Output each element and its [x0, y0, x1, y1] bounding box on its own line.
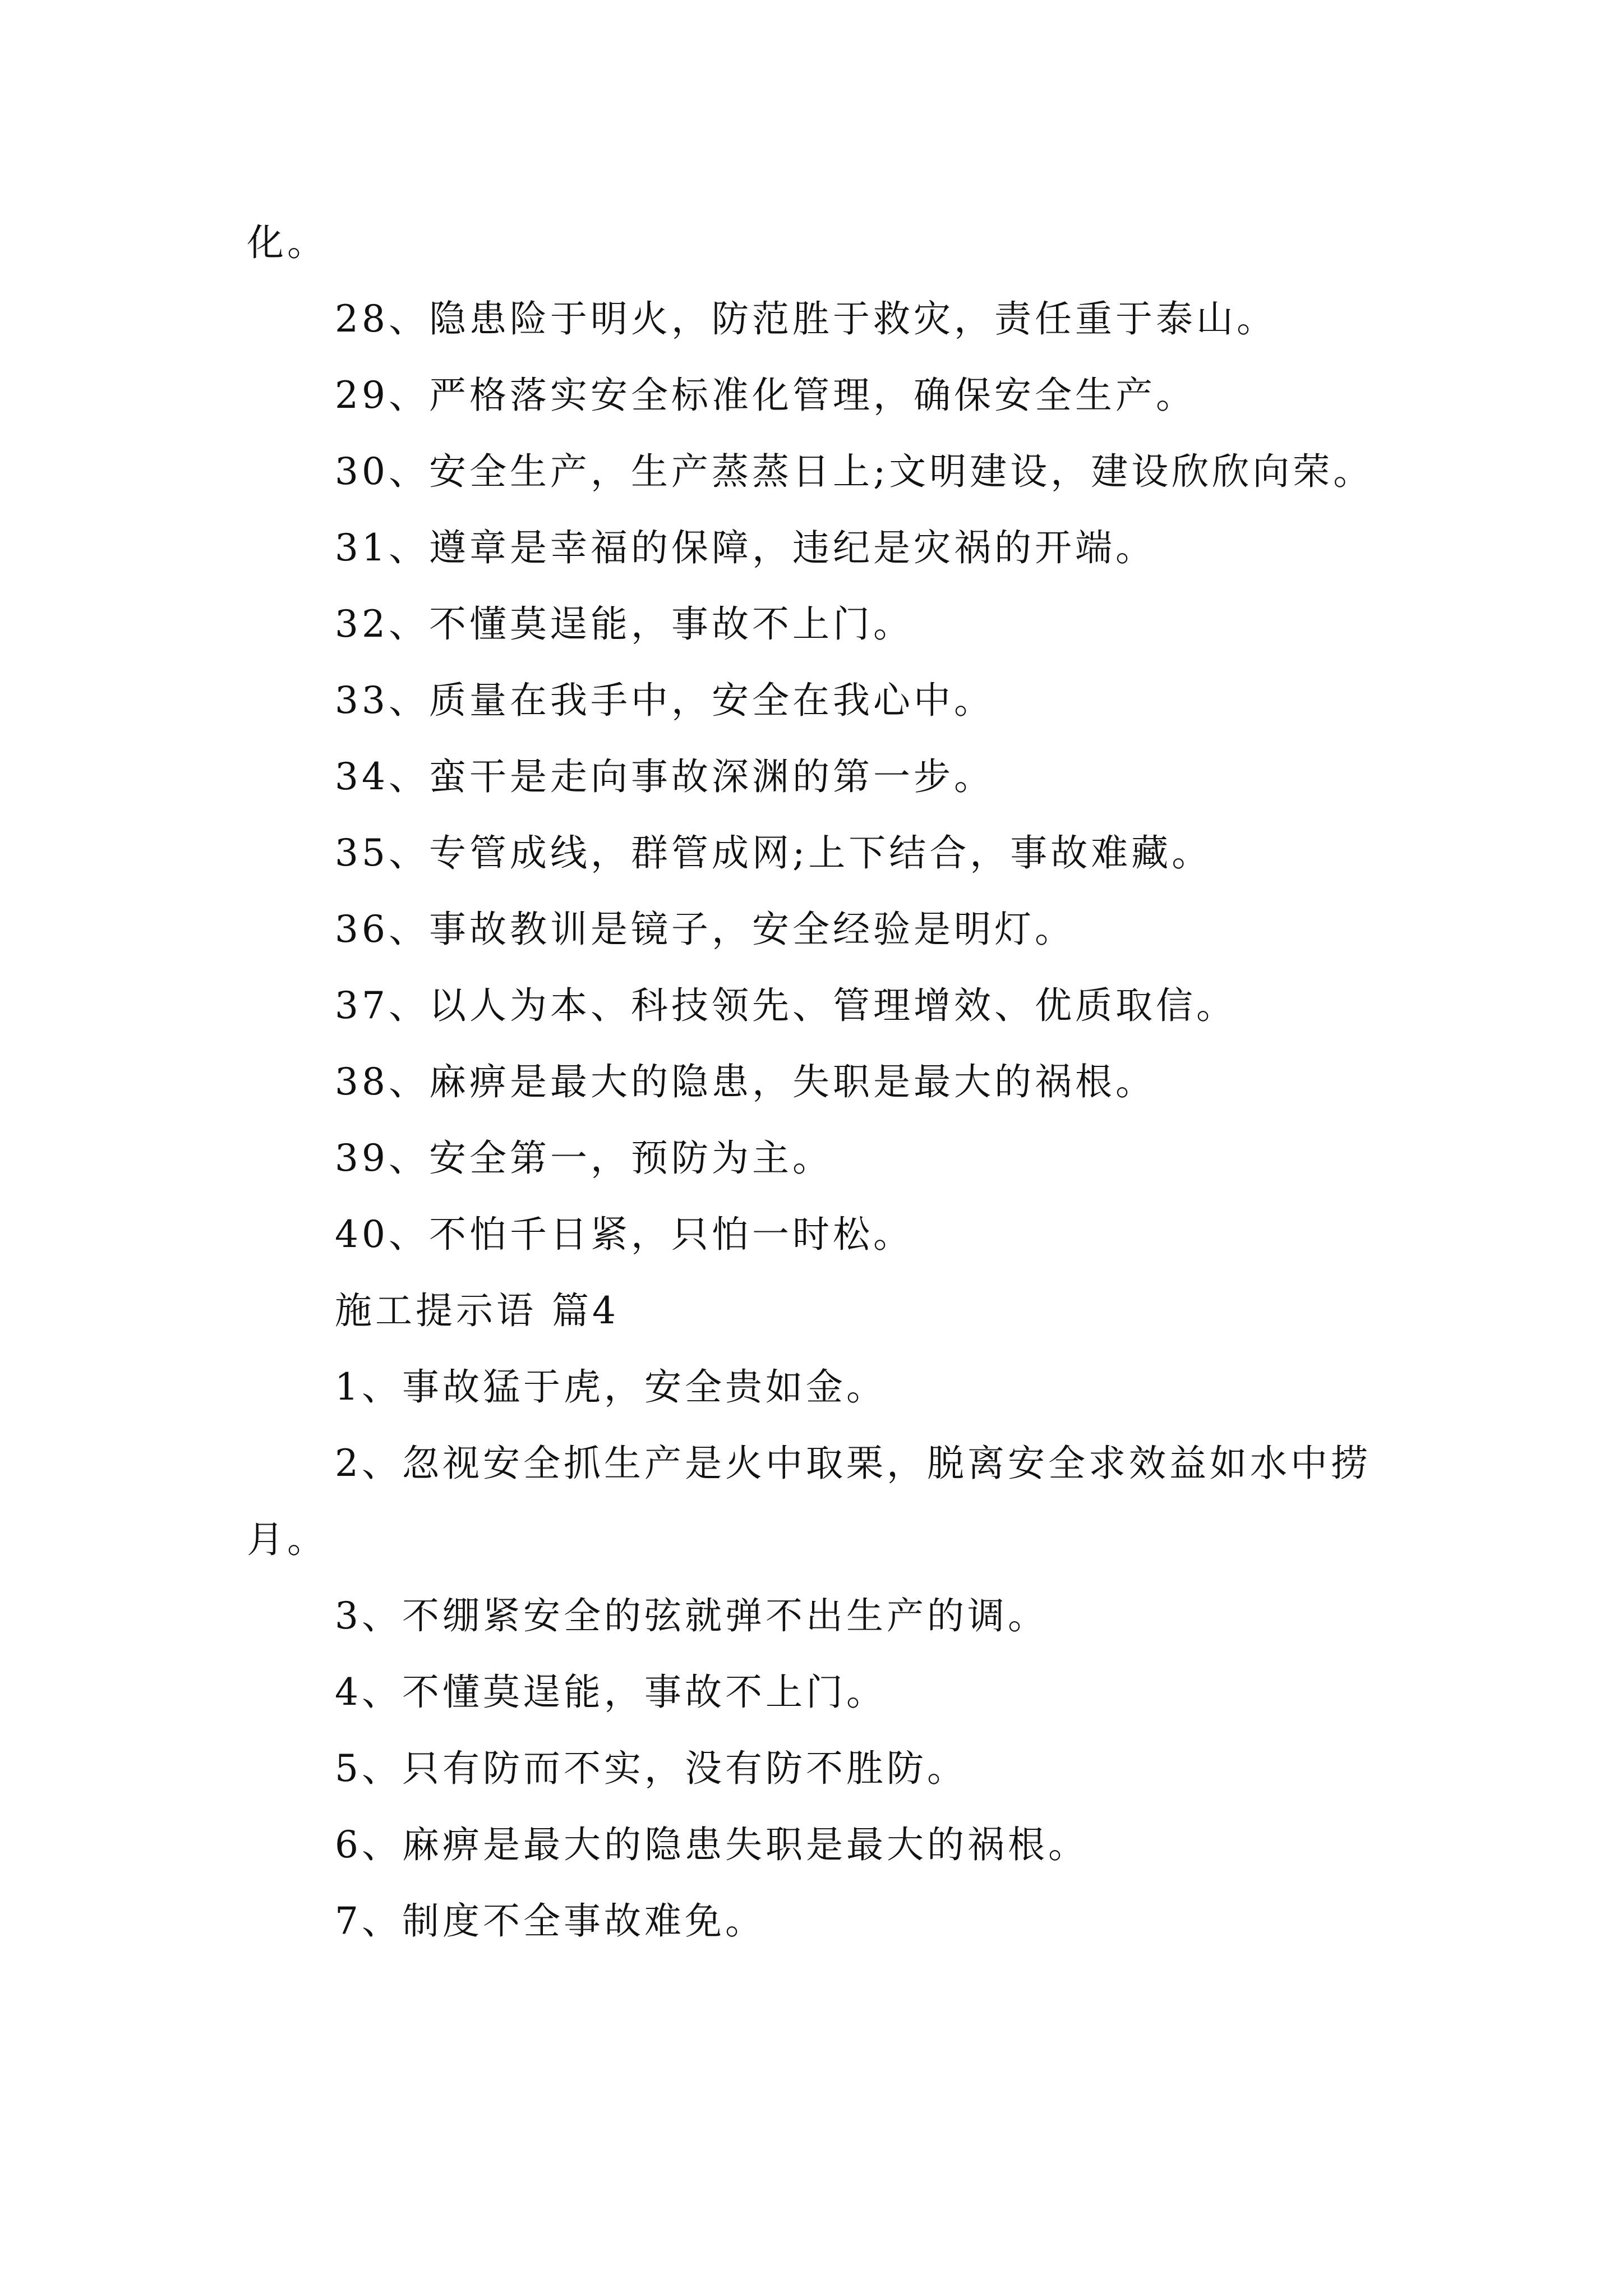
paragraph: 28、隐患险于明火，防范胜于救灾，责任重于泰山。: [335, 297, 1277, 341]
paragraph: 6、麻痹是最大的隐患失职是最大的祸根。: [335, 1823, 1089, 1866]
section-heading: 施工提示语 篇4: [335, 1289, 619, 1332]
paragraph: 7、制度不全事故难免。: [335, 1899, 766, 1943]
paragraph: 2、忽视安全抓生产是火中取栗，脱离安全求效益如水中捞月。: [247, 1442, 1371, 1561]
document-body: [247, 205, 1382, 1959]
paragraph: 38、麻痹是最大的隐患，失职是最大的祸根。: [335, 1060, 1156, 1103]
paragraph: 36、事故教训是镜子，安全经验是明灯。: [335, 908, 1075, 951]
paragraph: 40、不怕千日紧，只怕一时松。: [335, 1213, 914, 1256]
paragraph: 3、不绷紧安全的弦就弹不出生产的调。: [335, 1594, 1048, 1637]
paragraph: 5、只有防而不实，没有防不胜防。: [335, 1747, 967, 1790]
paragraph: 34、蛮干是走向事故深渊的第一步。: [335, 755, 994, 798]
paragraph: 31、遵章是幸福的保障，违纪是灾祸的开端。: [335, 526, 1156, 569]
paragraph: 4、不懂莫逞能，事故不上门。: [335, 1671, 887, 1714]
paragraph: 29、严格落实安全标准化管理，确保安全生产。: [335, 374, 1196, 417]
paragraph: 39、安全第一，预防为主。: [335, 1137, 833, 1180]
paragraph: 1、事故猛于虎，安全贵如金。: [335, 1365, 887, 1409]
paragraph: 化。: [247, 221, 328, 264]
paragraph: 35、专管成线，群管成网;上下结合，事故难藏。: [335, 831, 1212, 875]
paragraph: 30、安全生产，生产蒸蒸日上;文明建设，建设欣欣向荣。: [335, 450, 1374, 493]
paragraph: 33、质量在我手中，安全在我心中。: [335, 679, 994, 722]
paragraph: 37、以人为本、科技领先、管理增效、优质取信。: [335, 984, 1237, 1027]
paragraph: 32、不懂莫逞能，事故不上门。: [335, 602, 914, 646]
